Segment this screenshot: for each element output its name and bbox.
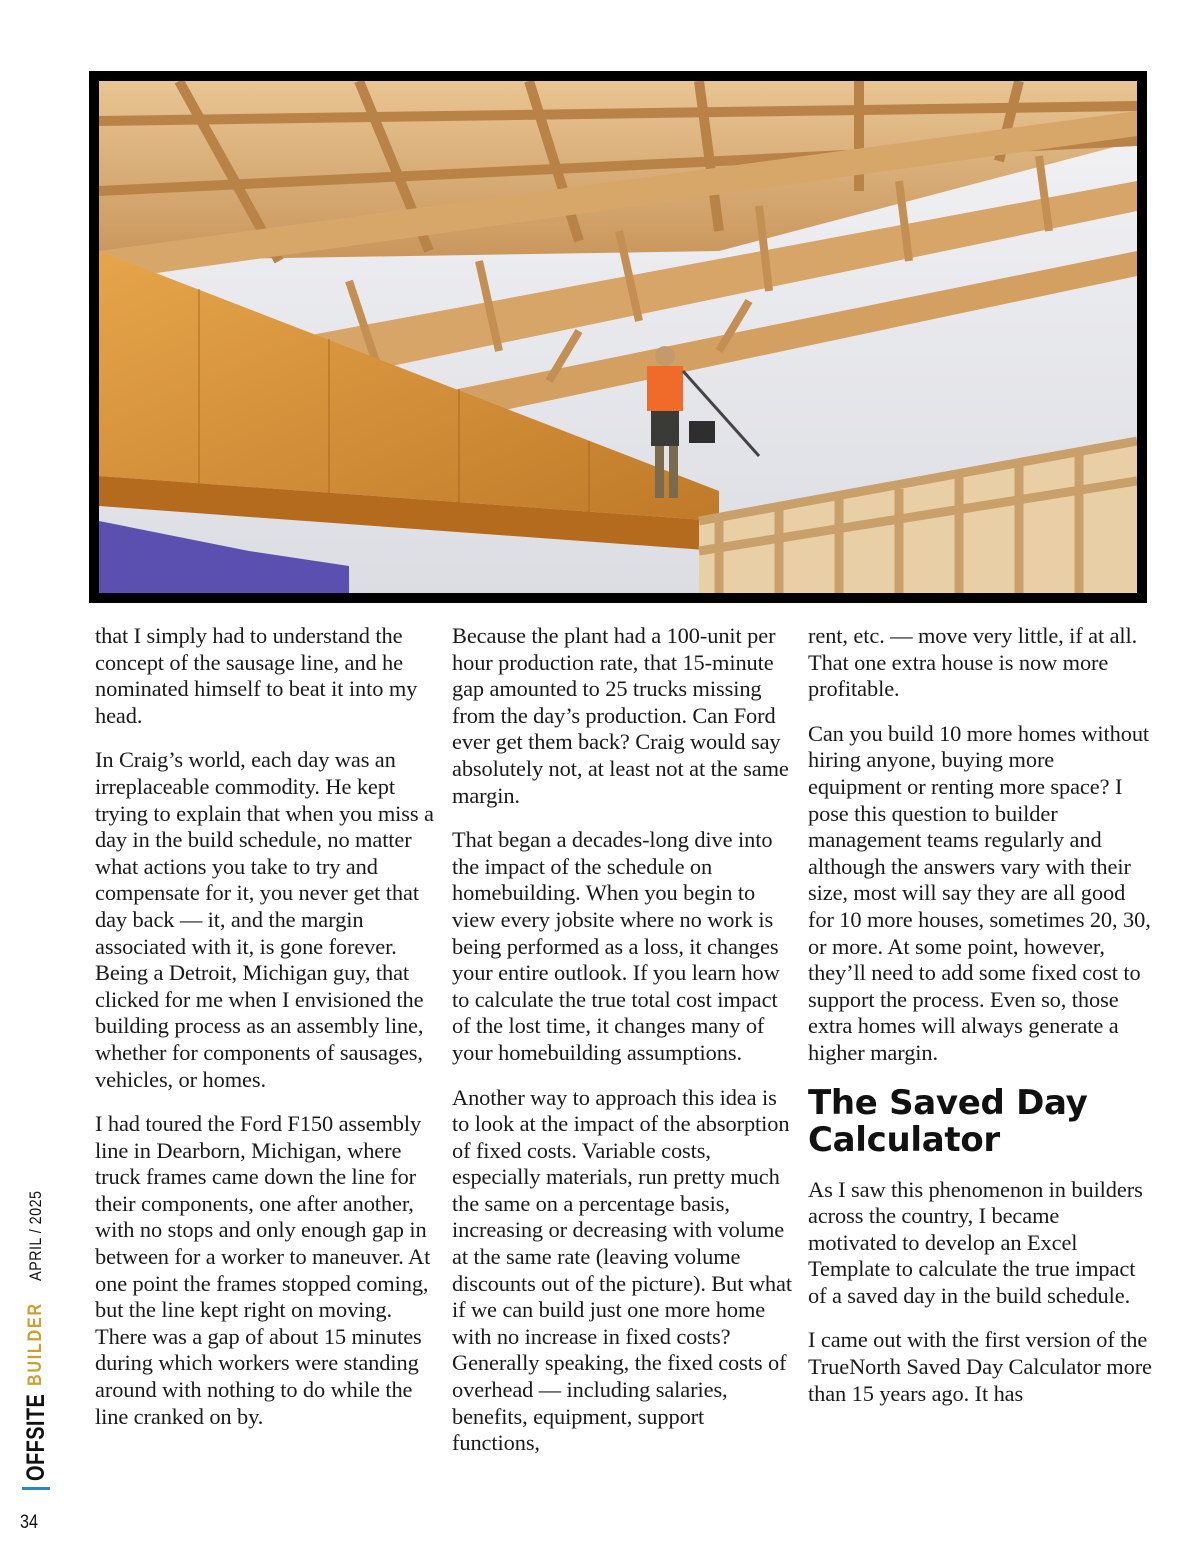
publication-spine: [16, 1160, 56, 1490]
accent-bar: [22, 1487, 50, 1490]
paragraph: Because the plant had a 100-unit per hour production rate, that 15-minute gap amounted to 25 trucks missing from the day’s production. Can Ford ever get them back? Craig would say absolutely not, at least not at the same margin.: [452, 623, 789, 808]
paragraph: Another way to approach this idea is to look at the impact of the absorption of fixed costs. Variable costs, especially materials, run pretty much the same on a percentage basis, increasing or decreasing with volume at the same rate (leaving volume discounts out of the picture). But what if we can build just one more home with no increase in fixed costs? Generally speaking, the fixed costs of overhead — including salaries, benefits, equipment, support functions,: [452, 1084, 792, 1456]
paragraph: That began a decades-long dive into the impact of the schedule on homebuilding. When you begin to view every jobsite where no work is being performed as a loss, it changes your entire outlook. If you learn how to calculate the true total cost impact of the lost time, it changes many of your homebuilding assumptions.: [452, 827, 780, 1065]
issue-date: APRIL / 2025: [26, 1190, 45, 1282]
paragraph: rent, etc. — move very little, if at all. That one extra house is now more profitable.: [808, 623, 1138, 702]
paragraph: I had toured the Ford F150 assembly line in Dearborn, Michigan, where truck frames came down the line for their components, one after another, with no stops and only enough gap in between for a worker to maneuver. At one point the frames stopped coming, but the line kept right on moving. There was a gap of about 15 minutes during which workers were standing around with nothing to do while the line cranked on by.: [95, 1111, 431, 1429]
article-column-1: [95, 623, 435, 1448]
paragraph: I came out with the first version of the TrueNorth Saved Day Calculator more than 15 years ago. It has: [808, 1327, 1152, 1406]
article-photo: [89, 71, 1147, 603]
article-column-3: [808, 623, 1153, 1425]
paragraph: that I simply had to understand the concept of the sausage line, and he nominated himself to beat it into my head.: [95, 623, 418, 728]
construction-truss-photo: [99, 81, 1137, 593]
brand-builder: BUILDER: [25, 1302, 46, 1386]
brand-offsite: OFFSITE: [21, 1393, 50, 1481]
article-column-2: [452, 623, 794, 1475]
page-number: 34: [20, 1512, 38, 1533]
paragraph: Can you build 10 more homes without hiring anyone, buying more equipment or renting more space? I pose this question to builder management teams regularly and although the answers vary with their size, most will say they are all good for 10 more houses, sometimes 20, 30, or more. At some point, however, they’ll need to add some fixed cost to support the process. Even so, those extra homes will always generate a higher margin.: [808, 720, 1151, 1065]
section-heading: The Saved Day Calculator: [808, 1082, 1088, 1160]
paragraph: In Craig’s world, each day was an irreplaceable commodity. He kept trying to explain that when you miss a day in the build schedule, no matter what actions you take to try and compensate for it, you never get that day back — it, and the margin associated with it, is gone forever. Being a Detroit, Michigan guy, that clicked for me when I envisioned the building process as an assembly line, whether for components of sausages, vehicles, or homes.: [95, 747, 434, 1092]
paragraph: As I saw this phenomenon in builders across the country, I became motivated to develop an Excel Template to calculate the true impact of a saved day in the build schedule.: [808, 1176, 1143, 1308]
